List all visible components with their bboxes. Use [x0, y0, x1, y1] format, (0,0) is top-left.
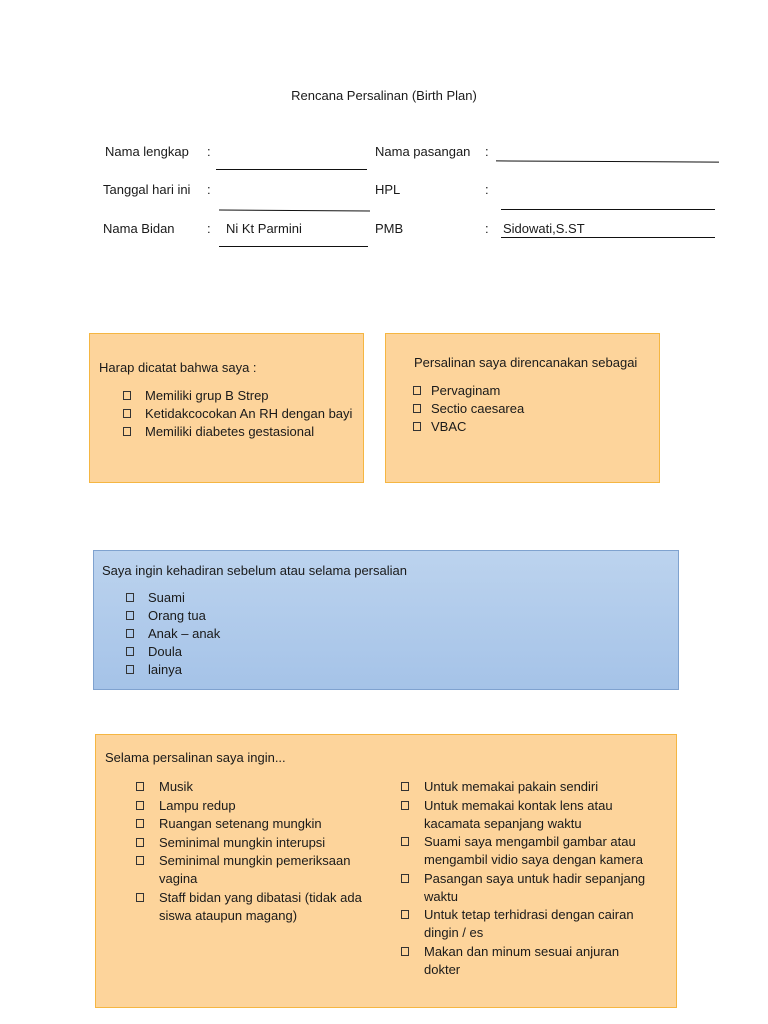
tanggal-field[interactable] [222, 182, 366, 202]
checkbox-item[interactable] [126, 607, 426, 625]
checkbox-icon[interactable] [401, 947, 409, 956]
checkbox-item[interactable] [123, 387, 358, 405]
checkbox-label: Orang tua [148, 608, 206, 623]
checkbox-icon[interactable] [123, 409, 131, 418]
checkbox-item[interactable] [126, 661, 426, 679]
plan-box [385, 333, 660, 483]
hpl-label: HPL [375, 182, 401, 197]
checkbox-item[interactable] [126, 643, 426, 661]
checkbox-item[interactable] [126, 625, 426, 643]
checkbox-label: Pasangan saya untuk hadir sepanjang waktu [424, 870, 646, 904]
checkbox-label: Sectio caesarea [431, 401, 525, 416]
checkbox-icon[interactable] [413, 422, 421, 431]
checkbox-item[interactable] [123, 423, 358, 441]
hpl-field[interactable] [502, 182, 714, 202]
hpl-colon: : [485, 182, 489, 197]
checkbox-icon[interactable] [401, 801, 409, 810]
checkbox-label: Ruangan setenang mungkin [159, 816, 322, 831]
notes-list [123, 387, 358, 441]
checkbox-icon[interactable] [136, 893, 144, 902]
checkbox-item[interactable] [413, 382, 653, 400]
checkbox-item[interactable] [136, 889, 371, 925]
checkbox-item[interactable] [401, 778, 656, 796]
checkbox-item[interactable] [123, 405, 358, 423]
nama-lengkap-label: Nama lengkap [105, 144, 189, 159]
checkbox-icon[interactable] [126, 611, 134, 620]
page-title: Rencana Persalinan (Birth Plan) [291, 88, 477, 103]
wishes-right-list [401, 778, 656, 979]
checkbox-icon[interactable] [401, 910, 409, 919]
checkbox-label: Doula [148, 644, 182, 659]
wishes-left-list [136, 778, 371, 925]
nama-bidan-label: Nama Bidan [103, 221, 175, 236]
checkbox-item[interactable] [136, 815, 371, 833]
checkbox-icon[interactable] [401, 837, 409, 846]
checkbox-item[interactable] [136, 834, 371, 852]
checkbox-label: Lampu redup [159, 797, 236, 813]
wishes-box [95, 734, 677, 1008]
checkbox-label: VBAC [431, 419, 467, 434]
tanggal-colon: : [207, 182, 211, 197]
pmb-field[interactable]: Sidowati,S.ST [503, 221, 585, 236]
wishes-heading: Selama persalinan saya ingin... [105, 750, 286, 765]
checkbox-label: Memiliki grup B Strep [145, 388, 269, 403]
nama-pasangan-label: Nama pasangan [375, 144, 471, 159]
checkbox-label: Pervaginam [431, 383, 501, 398]
checkbox-item[interactable] [401, 906, 656, 942]
checkbox-label: lainya [148, 662, 182, 677]
checkbox-icon[interactable] [401, 874, 409, 883]
checkbox-label: Seminimal mungkin pemeriksaan vagina [159, 853, 351, 886]
checkbox-icon[interactable] [413, 404, 421, 413]
checkbox-icon[interactable] [126, 629, 134, 638]
checkbox-label: Untuk memakai kontak lens atau kacamata sepanjang waktu [424, 797, 613, 831]
checkbox-item[interactable] [136, 778, 371, 796]
checkbox-item[interactable] [401, 943, 656, 979]
checkbox-icon[interactable] [123, 427, 131, 436]
checkbox-item[interactable] [136, 852, 371, 888]
presence-list [126, 589, 426, 679]
checkbox-icon[interactable] [136, 801, 144, 810]
checkbox-icon[interactable] [136, 782, 144, 791]
notes-box [89, 333, 364, 483]
presence-box [93, 550, 679, 690]
pmb-label: PMB [375, 221, 404, 236]
checkbox-item[interactable] [126, 589, 426, 607]
checkbox-item[interactable] [401, 870, 656, 906]
tanggal-underline [219, 209, 370, 211]
checkbox-label: Memiliki diabetes gestasional [145, 424, 315, 439]
checkbox-label: Seminimal mungkin interupsi [159, 834, 326, 850]
checkbox-label: Suami saya mengambil gambar atau mengambil vidio saya dengan kamera [424, 834, 643, 867]
nama-pasangan-colon: : [485, 144, 489, 159]
nama-bidan-field[interactable]: Ni Kt Parmini [226, 221, 302, 236]
checkbox-label: Untuk memakai pakain sendiri [424, 779, 599, 794]
checkbox-item[interactable] [413, 418, 653, 436]
checkbox-item[interactable] [136, 797, 371, 815]
nama-lengkap-field[interactable] [222, 144, 366, 164]
pmb-underline [501, 237, 715, 238]
checkbox-label: Musik [159, 779, 193, 794]
checkbox-label: Anak – anak [148, 626, 221, 641]
checkbox-icon[interactable] [136, 819, 144, 828]
plan-heading: Persalinan saya direncanakan sebagai [414, 355, 638, 370]
tanggal-label: Tanggal hari ini [103, 182, 191, 197]
checkbox-label: Suami [148, 590, 185, 605]
nama-lengkap-underline [216, 169, 367, 170]
checkbox-item[interactable] [401, 797, 656, 833]
checkbox-icon[interactable] [126, 647, 134, 656]
checkbox-label: Makan dan minum sesuai anjuran dokter [424, 943, 620, 977]
checkbox-label: Staff bidan yang dibatasi (tidak ada siswa ataupun magang) [159, 889, 362, 923]
checkbox-icon[interactable] [401, 782, 409, 791]
checkbox-icon[interactable] [136, 838, 144, 847]
checkbox-icon[interactable] [126, 665, 134, 674]
nama-bidan-colon: : [207, 221, 211, 236]
notes-heading: Harap dicatat bahwa saya : [99, 360, 257, 375]
pmb-colon: : [485, 221, 489, 236]
checkbox-label: Ketidakcocokan An RH dengan bayi [145, 406, 353, 421]
checkbox-icon[interactable] [413, 386, 421, 395]
checkbox-icon[interactable] [123, 391, 131, 400]
presence-heading: Saya ingin kehadiran sebelum atau selama persalian [102, 563, 407, 578]
plan-list [413, 382, 653, 436]
nama-lengkap-colon: : [207, 144, 211, 159]
checkbox-item[interactable] [401, 833, 656, 869]
hpl-underline [501, 209, 715, 210]
nama-bidan-underline [219, 246, 368, 247]
checkbox-icon[interactable] [126, 593, 134, 602]
checkbox-item[interactable] [413, 400, 653, 418]
checkbox-icon[interactable] [136, 856, 144, 865]
checkbox-label: Untuk tetap terhidrasi dengan cairan dingin / es [424, 907, 634, 940]
